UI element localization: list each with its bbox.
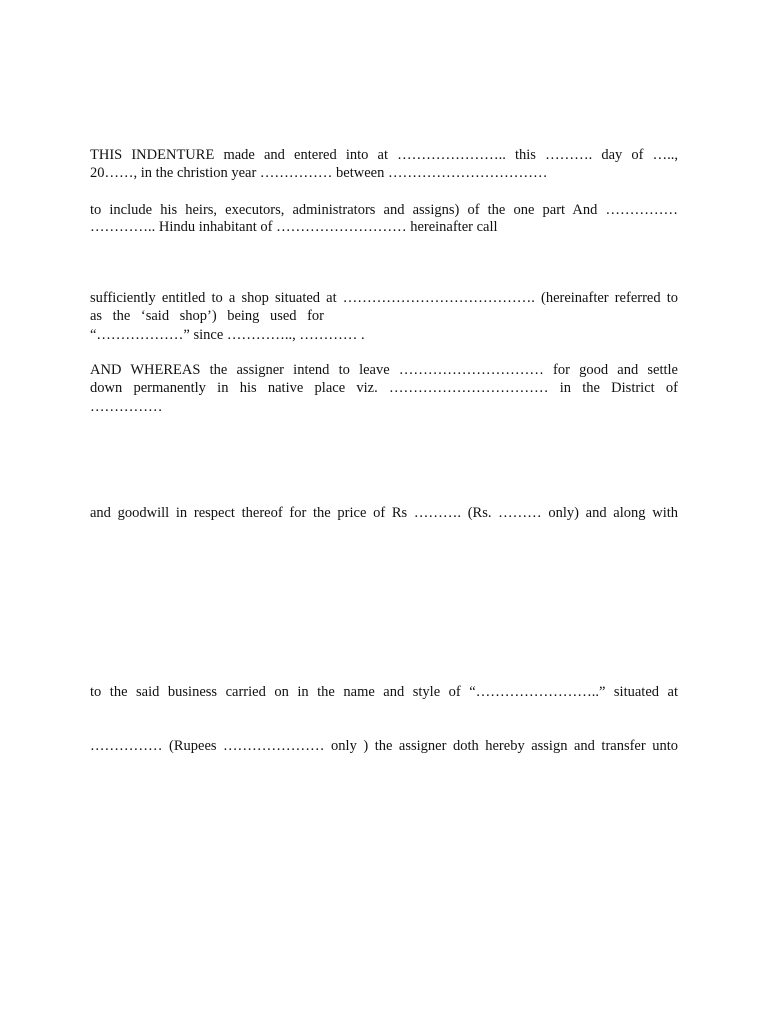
shop-line-3: “………………” since ………….., ………… . — [90, 327, 365, 343]
indenture-line-1: THIS INDENTURE made and entered into at ………………….. this ………. day of ….., — [90, 147, 678, 163]
whereas-line-2: down permanently in his native place viz. …………………………… in the District of — [90, 380, 678, 396]
business-line: to the said business carried on in the name and style of “……………………..” situated at — [90, 684, 678, 700]
shop-line-1: sufficiently entitled to a shop situated at …………………………………. (hereinafter referred to — [90, 290, 678, 306]
indenture-line-2: 20……, in the christion year …………… between …………………………… — [90, 165, 548, 181]
whereas-line-3: …………… — [90, 399, 163, 415]
goodwill-line: and goodwill in respect thereof for the price of Rs ………. (Rs. ……… only) and along with — [90, 505, 678, 521]
rupees-line: …………… (Rupees ………………… only ) the assigner doth hereby assign and transfer unto — [90, 738, 678, 754]
shop-line-2: as the ‘said shop’) being used for — [90, 308, 324, 324]
heirs-line-1: to include his heirs, executors, administrators and assigns) of the one part And …………… — [90, 202, 678, 218]
whereas-line-1: AND WHEREAS the assigner intend to leave ………………………… for good and settle — [90, 362, 678, 378]
heirs-line-2: ………….. Hindu inhabitant of ……………………… hereinafter call — [90, 219, 498, 235]
